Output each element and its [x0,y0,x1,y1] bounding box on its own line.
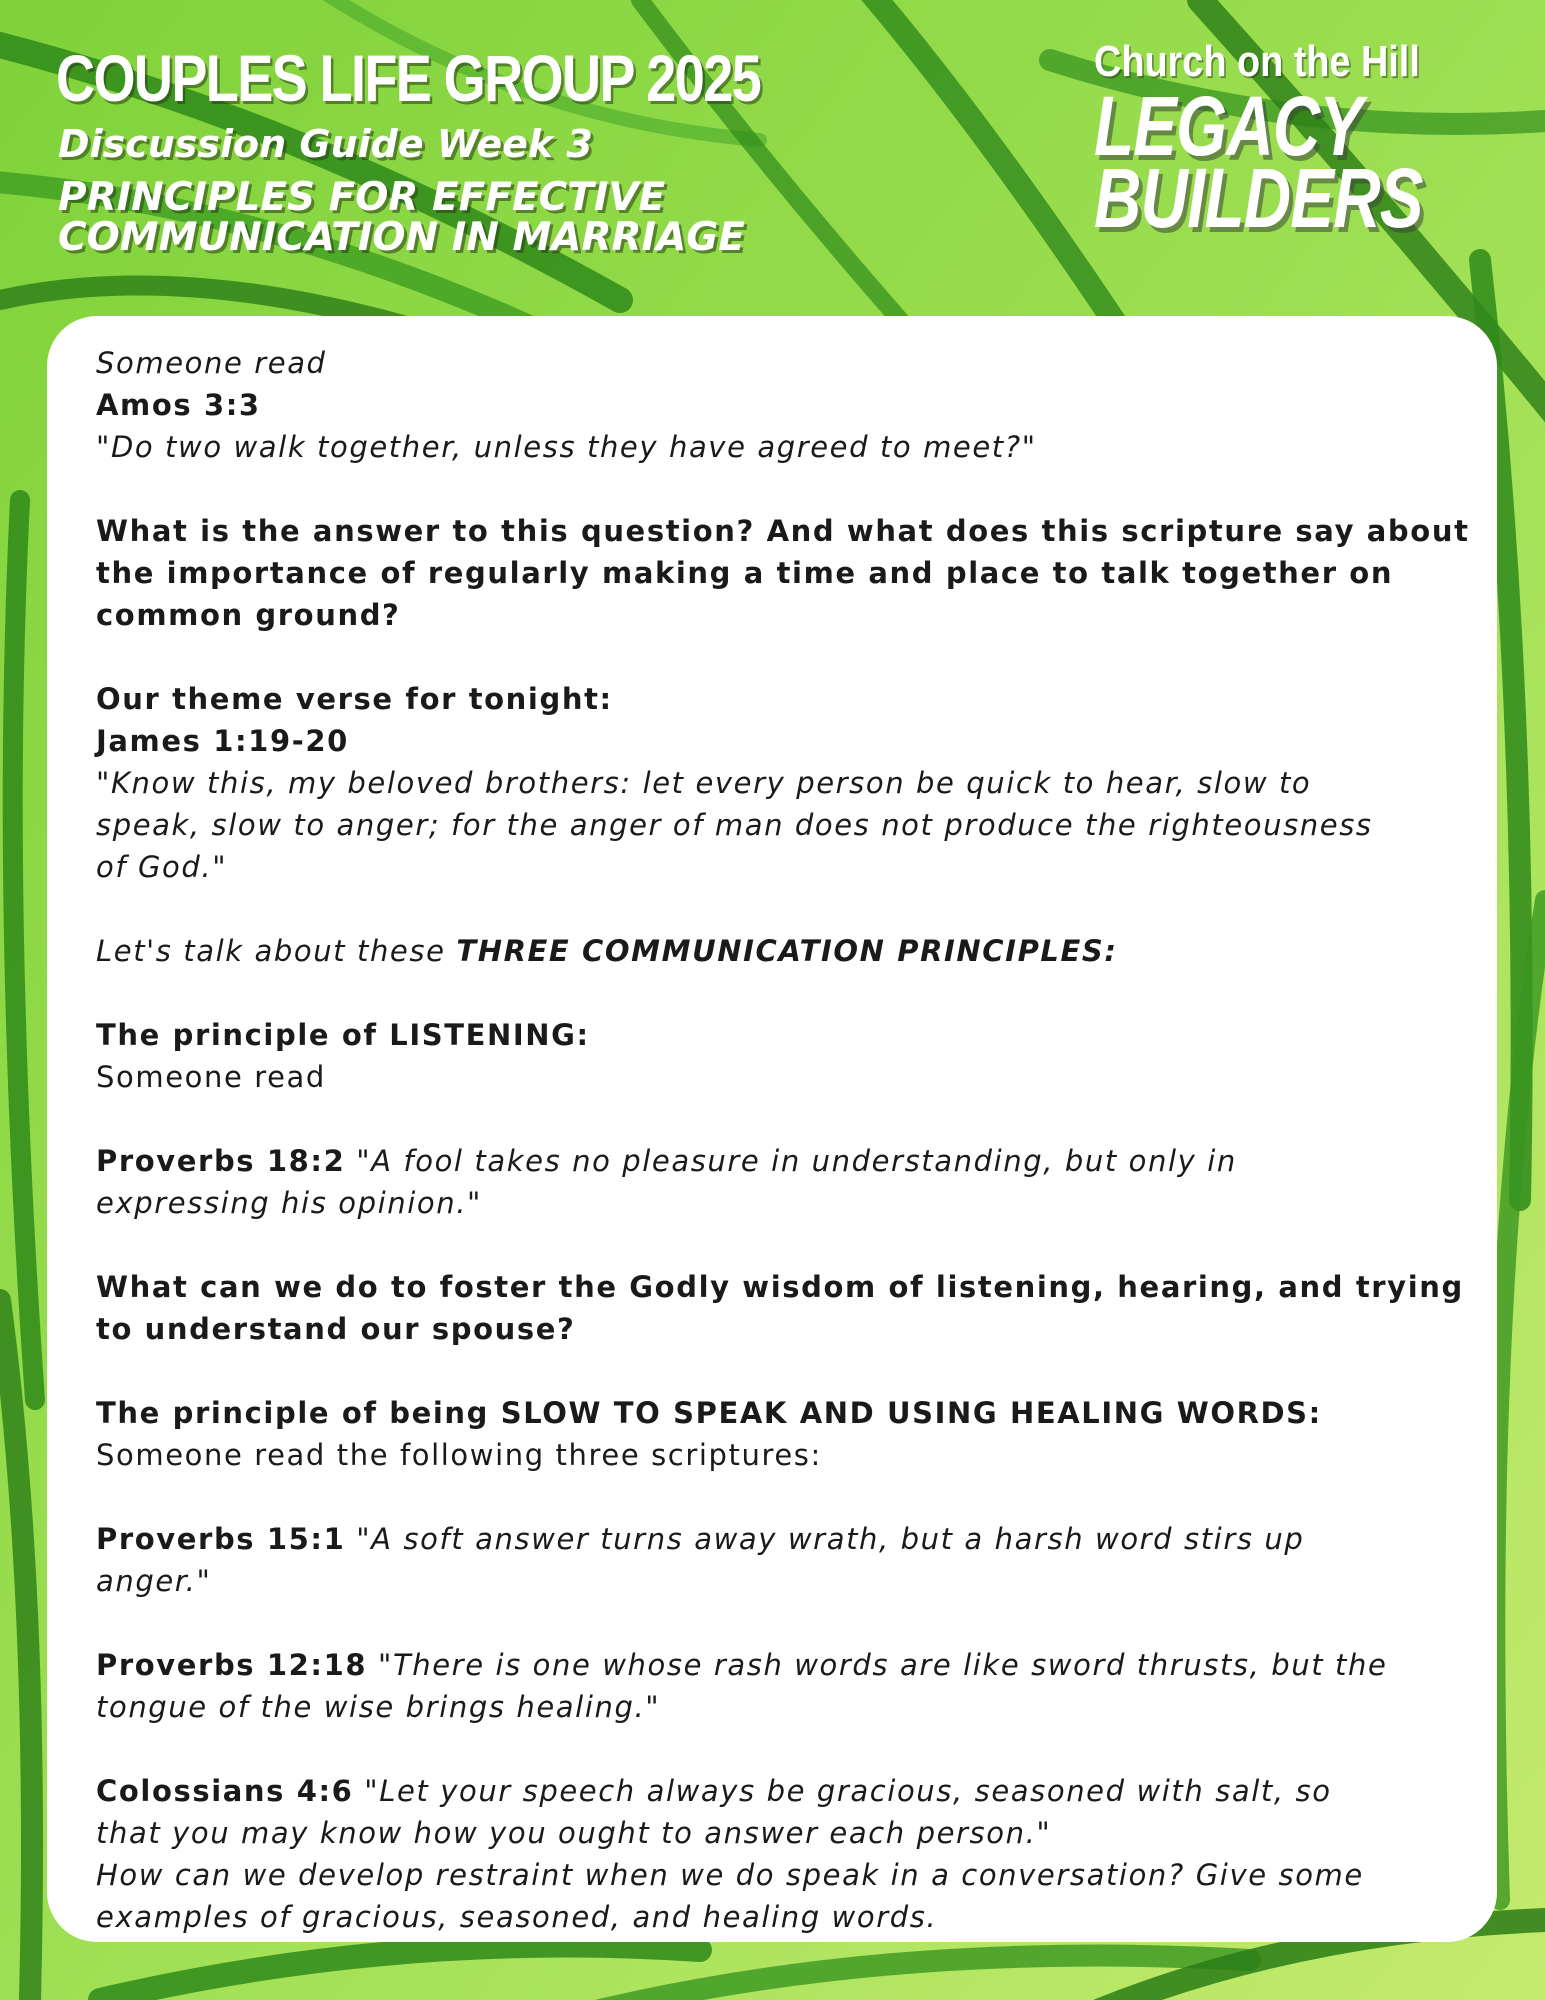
logo-builders: BUILDERS [1094,151,1423,245]
principles-intro-text: Let's talk about these [96,934,457,968]
discussion-card [47,316,1497,1942]
scripture-quote: "Do two walk together, unless they have agreed to meet?" [96,430,1037,464]
topic-line-2: COMMUNICATION IN MARRIAGE [58,215,745,260]
read-prompt: Someone read [96,1060,326,1094]
scripture-quote: "There is one whose rash words are like sword thrusts, but the [367,1648,1388,1682]
question-line: examples of gracious, seasoned, and healing words. [96,1900,938,1934]
read-prompt: Someone read [96,346,327,380]
question-line: common ground? [96,598,401,632]
scripture-ref: Proverbs 18:2 [96,1144,346,1178]
church-name: Church on the Hill [1094,37,1420,86]
scripture-ref: James 1:19-20 [96,724,349,758]
scripture-quote: anger." [96,1564,212,1598]
scripture-entry [96,1140,1497,1182]
question-line: to understand our spouse? [96,1312,576,1346]
question-line: the importance of regularly making a time and place to talk together on [96,556,1394,590]
theme-label: Our theme verse for tonight: [96,682,613,716]
principles-intro [96,930,1497,972]
scripture-quote: "Know this, my beloved brothers: let every person be quick to hear, slow to [96,766,1312,800]
scripture-entry [96,1518,1497,1560]
scripture-quote: tongue of the wise brings healing." [96,1690,661,1724]
question-line: What is the answer to this question? And what does this scripture say about [96,514,1470,548]
scripture-entry [96,1770,1497,1812]
scripture-quote: "A soft answer turns away wrath, but a harsh word stirs up [345,1522,1305,1556]
logo-legacy: LEGACY [1094,79,1363,173]
topic-title [58,175,745,260]
scripture-ref: Amos 3:3 [96,388,261,422]
scripture-quote: that you may know how you ought to answer each person." [96,1816,1052,1850]
scripture-ref: Colossians 4:6 [96,1774,354,1808]
topic-line-1: PRINCIPLES FOR EFFECTIVE [58,175,666,220]
group-title: COUPLES LIFE GROUP 2025 [56,41,761,115]
question-line: What can we do to foster the Godly wisdom of listening, hearing, and trying [96,1270,1464,1304]
scripture-ref: Proverbs 15:1 [96,1522,346,1556]
scripture-quote: "A fool takes no pleasure in understanding, but only in [345,1144,1237,1178]
principle-heading: The principle of being SLOW TO SPEAK AND USING HEALING WORDS: [96,1396,1322,1430]
principles-intro-emphasis: THREE COMMUNICATION PRINCIPLES: [456,934,1118,968]
church-logo [1094,34,1515,245]
question-line: How can we develop restraint when we do speak in a conversation? Give some [96,1858,1364,1892]
read-prompt: Someone read the following three scriptures: [96,1438,822,1472]
guide-subtitle: Discussion Guide Week 3 [58,122,593,166]
principle-heading: The principle of LISTENING: [96,1018,590,1052]
scripture-ref: Proverbs 12:18 [96,1648,368,1682]
scripture-quote: expressing his opinion." [96,1186,482,1220]
scripture-quote: speak, slow to anger; for the anger of man does not produce the righteousness [96,808,1373,842]
scripture-quote: of God." [96,850,228,884]
scripture-entry [96,1644,1497,1686]
scripture-quote: "Let your speech always be gracious, seasoned with salt, so [353,1774,1332,1808]
